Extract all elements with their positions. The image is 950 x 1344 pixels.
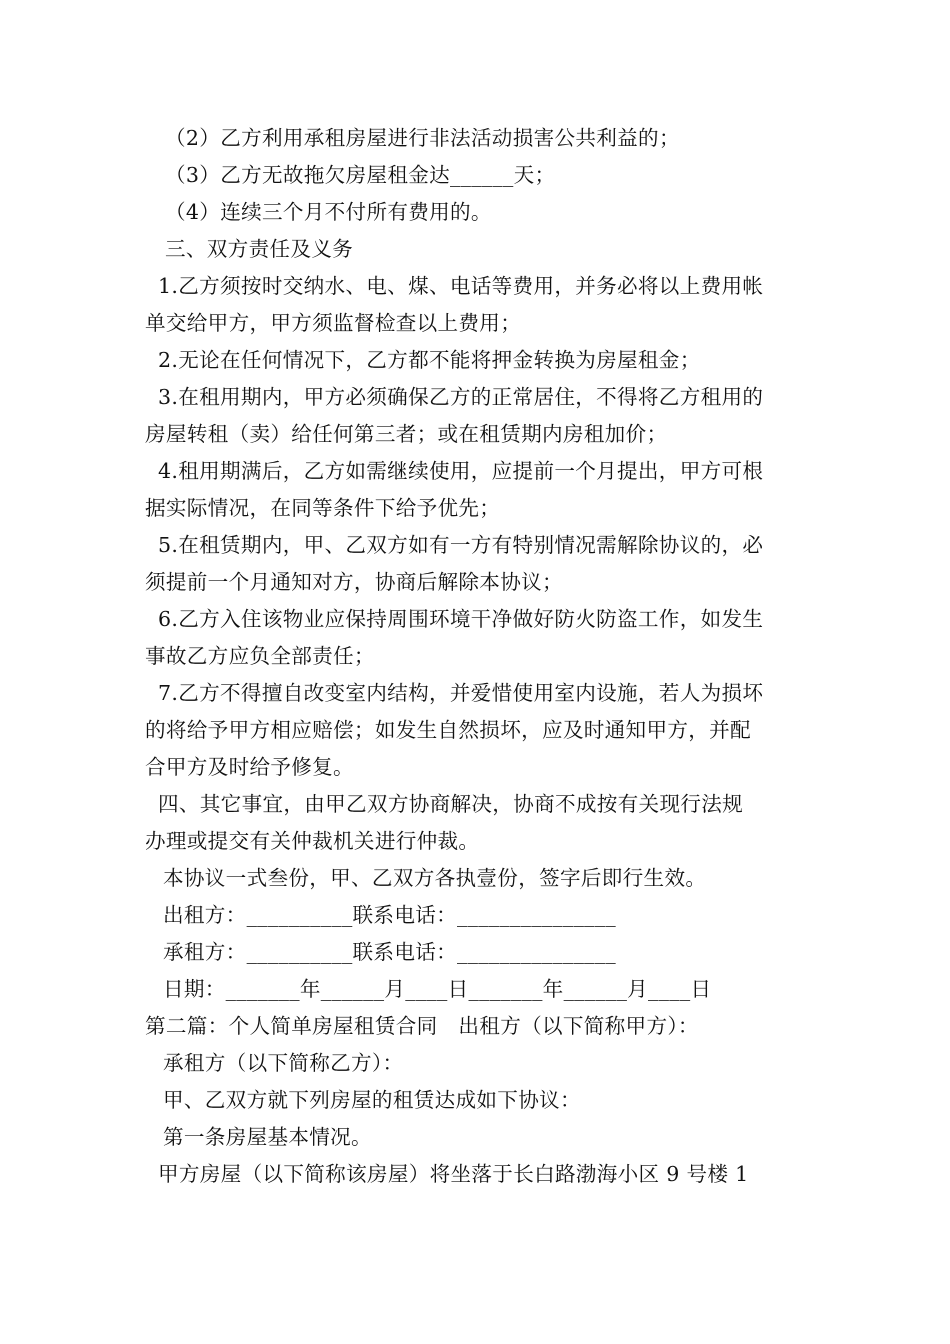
effectiveness-line: 本协议一式叁份，甲、乙双方各执壹份，签字后即行生效。 xyxy=(163,866,707,890)
item-1-line-1: 1.乙方须按时交纳水、电、煤、电话等费用，并务必将以上费用帐 xyxy=(158,274,764,298)
second-contract-title: 第二篇：个人简单房屋租赁合同 出租方（以下简称甲方）： xyxy=(145,1014,699,1038)
item-3-line-2: 房屋转租（卖）给任何第三者；或在租赁期内房租加价； xyxy=(145,422,668,446)
item-6-line-1: 6.乙方入住该物业应保持周围环境干净做好防火防盗工作，如发生 xyxy=(158,607,764,631)
lessor-signature-line: 出租方：__________联系电话：_______________ xyxy=(163,903,616,927)
date-line: 日期：_______年______月____日_______年______月____日 xyxy=(163,977,712,1001)
article-1-line-1: 甲方房屋（以下简称该房屋）将坐落于长白路渤海小区 9 号楼 1 xyxy=(158,1162,749,1186)
clause-2-line: （2）乙方利用承租房屋进行非法活动损害公共利益的； xyxy=(165,126,680,150)
item-7-line-2: 的将给予甲方相应赔偿；如发生自然损坏，应及时通知甲方，并配 xyxy=(145,718,751,742)
section-heading: 三、双方责任及义务 xyxy=(165,237,354,261)
item-2-line-1: 2.无论在任何情况下，乙方都不能将押金转换为房屋租金； xyxy=(158,348,701,372)
clause-3-line: （3）乙方无故拖欠房屋租金达______天； xyxy=(165,163,556,187)
item-4-line-2: 据实际情况，在同等条件下给予优先； xyxy=(145,496,501,520)
agreement-intro-line: 甲、乙双方就下列房屋的租赁达成如下协议： xyxy=(163,1088,581,1112)
other-matters-line-1: 四、其它事宜，由甲乙双方协商解决，协商不成按有关现行法规 xyxy=(158,792,744,816)
item-7-line-1: 7.乙方不得擅自改变室内结构，并爱惜使用室内设施，若人为损坏 xyxy=(158,681,764,705)
item-5-line-2: 须提前一个月通知对方，协商后解除本协议； xyxy=(145,570,563,594)
article-1-heading: 第一条房屋基本情况。 xyxy=(163,1125,372,1149)
item-1-line-2: 单交给甲方，甲方须监督检查以上费用； xyxy=(145,311,522,335)
lessee-signature-line: 承租方：__________联系电话：_______________ xyxy=(163,940,616,964)
item-3-line-1: 3.在租用期内，甲方必须确保乙方的正常居住，不得将乙方租用的 xyxy=(158,385,764,409)
item-5-line-1: 5.在租赁期内，甲、乙双方如有一方有特别情况需解除协议的，必 xyxy=(158,533,764,557)
clause-4-line: （4）连续三个月不付所有费用的。 xyxy=(165,200,492,224)
lessee-party-line: 承租方（以下简称乙方）： xyxy=(163,1051,404,1075)
item-7-line-3: 合甲方及时给予修复。 xyxy=(145,755,354,779)
item-6-line-2: 事故乙方应负全部责任； xyxy=(145,644,375,668)
other-matters-line-2: 办理或提交有关仲裁机关进行仲裁。 xyxy=(145,829,480,853)
item-4-line-1: 4.租用期满后，乙方如需继续使用，应提前一个月提出，甲方可根 xyxy=(158,459,764,483)
